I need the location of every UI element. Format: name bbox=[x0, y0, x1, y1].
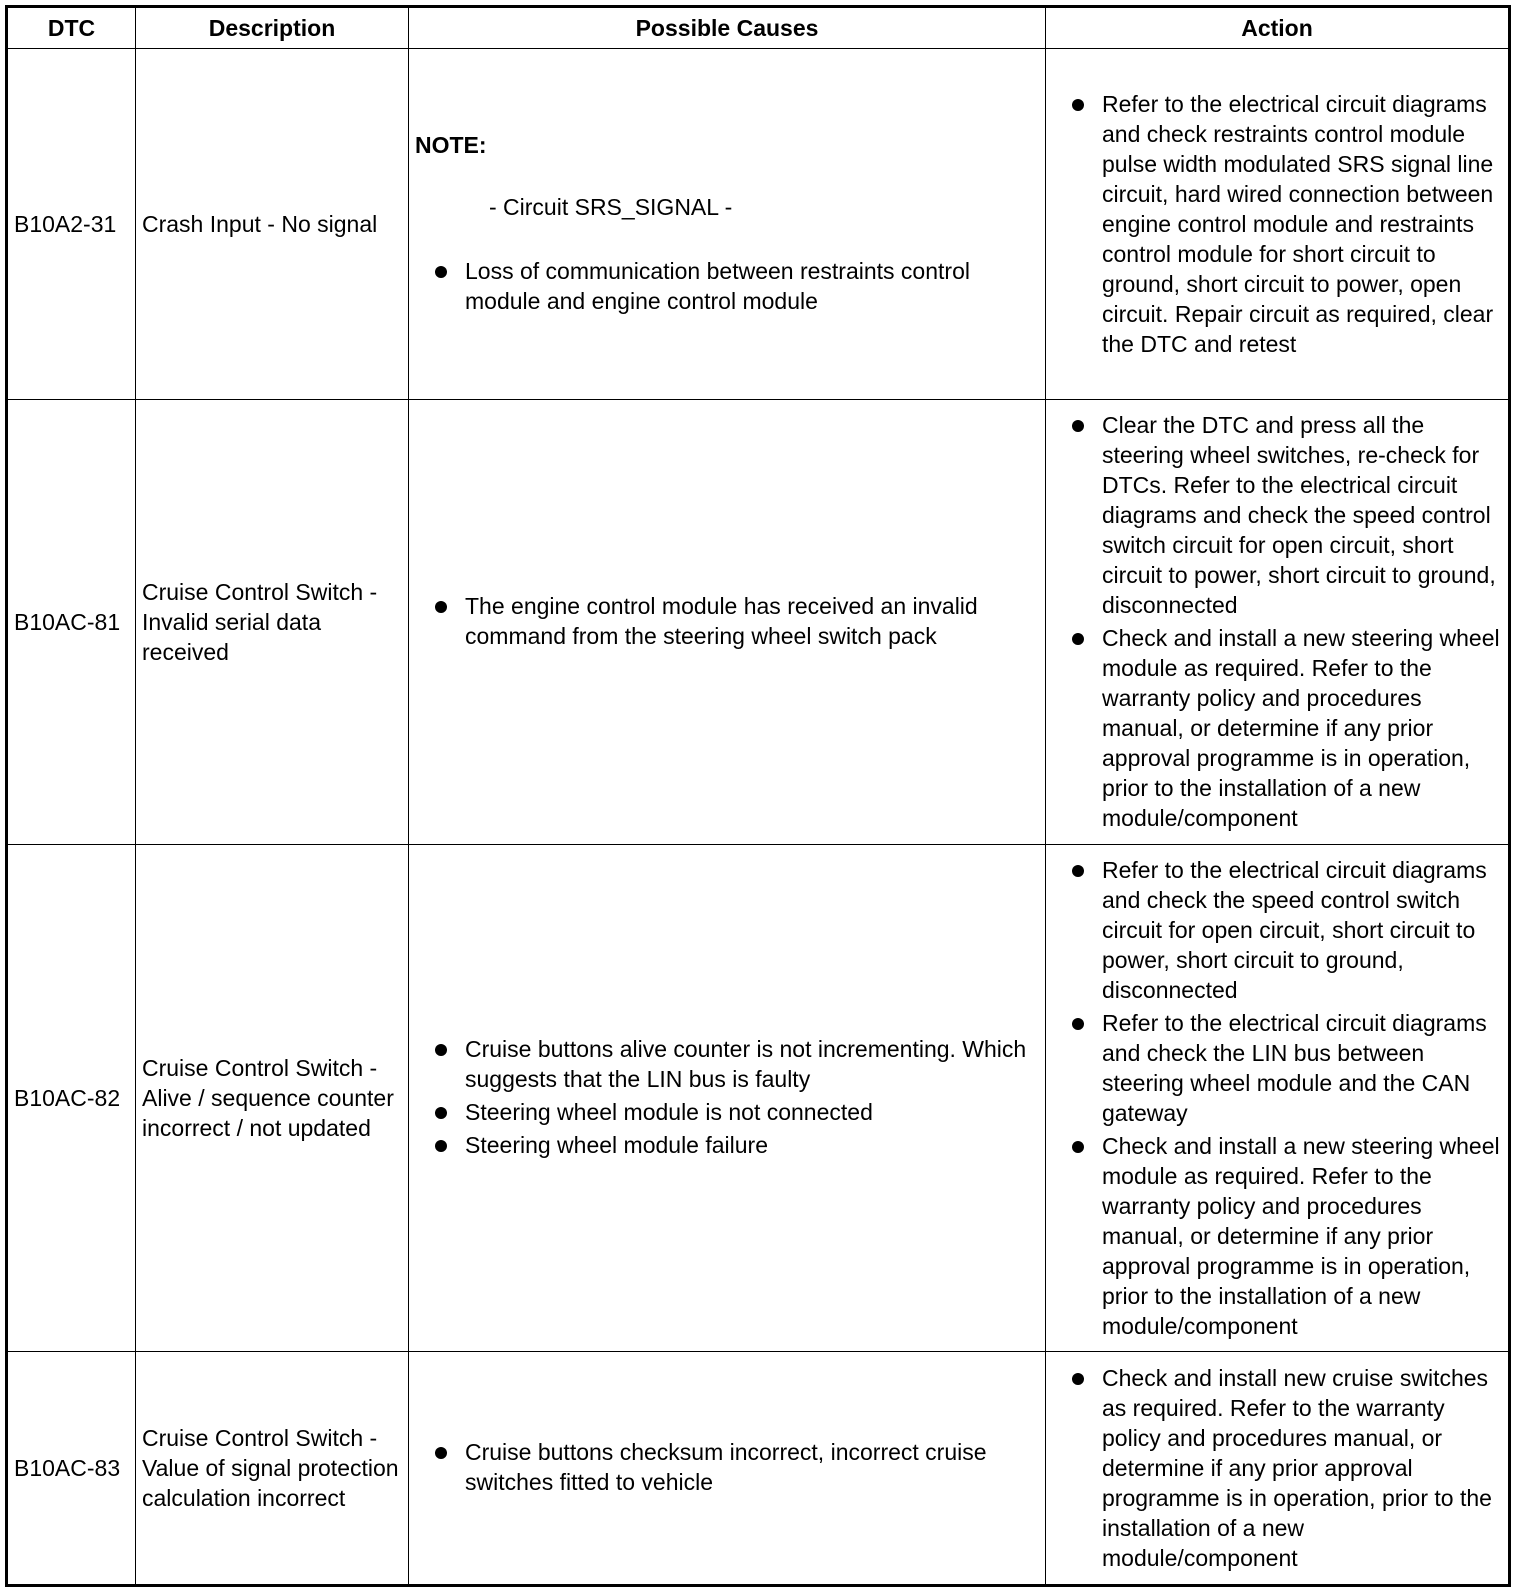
action-list bbox=[1068, 855, 1502, 1341]
actions bbox=[1046, 1352, 1510, 1586]
cause-item: Cruise buttons checksum incorrect, incorrect cruise switches fitted to vehicle bbox=[431, 1437, 1035, 1497]
dtc-description: Cruise Control Switch - Value of signal protection calculation incorrect bbox=[136, 1352, 409, 1586]
header-dtc: DTC bbox=[7, 7, 136, 49]
header-possible-causes: Possible Causes bbox=[409, 7, 1046, 49]
dtc-description: Cruise Control Switch - Invalid serial data received bbox=[136, 400, 409, 845]
table-row bbox=[7, 49, 1510, 400]
cause-item: Loss of communication between restraints control module and engine control module bbox=[431, 256, 1035, 316]
action-item: Check and install a new steering wheel module as required. Refer to the warranty policy and procedures manual, or determine if any prior approval programme is in operation, prior to the installation of a new module/component bbox=[1068, 1131, 1502, 1341]
cause-list bbox=[415, 256, 1035, 316]
dtc-code: B10AC-82 bbox=[7, 845, 136, 1352]
note-circuit: - Circuit SRS_SIGNAL - bbox=[489, 193, 733, 220]
cause-item: Steering wheel module is not connected bbox=[431, 1097, 1035, 1127]
possible-causes bbox=[409, 1352, 1046, 1586]
action-item: Clear the DTC and press all the steering wheel switches, re-check for DTCs. Refer to the electrical circuit diagrams and check the speed control switch circuit for open circuit, short circuit to power, short circuit to ground, disconnected bbox=[1068, 410, 1502, 620]
action-list bbox=[1068, 410, 1502, 833]
dtc-description: Cruise Control Switch - Alive / sequence counter incorrect / not updated bbox=[136, 845, 409, 1352]
possible-causes bbox=[409, 845, 1046, 1352]
header-action: Action bbox=[1046, 7, 1510, 49]
table-row bbox=[7, 845, 1510, 1352]
dtc-table bbox=[5, 5, 1511, 1587]
cause-item: Cruise buttons alive counter is not incrementing. Which suggests that the LIN bus is faulty bbox=[431, 1034, 1035, 1094]
cause-item: Steering wheel module failure bbox=[431, 1130, 1035, 1160]
action-item: Refer to the electrical circuit diagrams and check restraints control module pulse width modulated SRS signal line circuit, hard wired connection between engine control module and restraints control module for short circuit to ground, short circuit to power, open circuit. Repair circuit as required, clear the DTC and retest bbox=[1068, 89, 1502, 359]
possible-causes bbox=[409, 49, 1046, 400]
actions bbox=[1046, 49, 1510, 400]
note-label: NOTE: bbox=[415, 131, 487, 158]
dtc-description: Crash Input - No signal bbox=[136, 49, 409, 400]
header-row bbox=[7, 7, 1510, 49]
cause-list bbox=[415, 1437, 1035, 1497]
cause-list bbox=[415, 591, 1035, 651]
dtc-code: B10AC-81 bbox=[7, 400, 136, 845]
dtc-code: B10A2-31 bbox=[7, 49, 136, 400]
header-description: Description bbox=[136, 7, 409, 49]
table-row bbox=[7, 400, 1510, 845]
actions bbox=[1046, 400, 1510, 845]
action-list bbox=[1068, 89, 1502, 359]
action-list bbox=[1068, 1363, 1502, 1573]
dtc-code: B10AC-83 bbox=[7, 1352, 136, 1586]
cause-list bbox=[415, 1034, 1035, 1160]
table-row bbox=[7, 1352, 1510, 1586]
action-item: Refer to the electrical circuit diagrams and check the speed control switch circuit for open circuit, short circuit to power, short circuit to ground, disconnected bbox=[1068, 855, 1502, 1005]
actions bbox=[1046, 845, 1510, 1352]
action-item: Refer to the electrical circuit diagrams and check the LIN bus between steering wheel module and the CAN gateway bbox=[1068, 1008, 1502, 1128]
action-item: Check and install new cruise switches as required. Refer to the warranty policy and procedures manual, or determine if any prior approval programme is in operation, prior to the installation of a new module/component bbox=[1068, 1363, 1502, 1573]
action-item: Check and install a new steering wheel module as required. Refer to the warranty policy and procedures manual, or determine if any prior approval programme is in operation, prior to the installation of a new module/component bbox=[1068, 623, 1502, 833]
possible-causes bbox=[409, 400, 1046, 845]
cause-item: The engine control module has received an invalid command from the steering wheel switch pack bbox=[431, 591, 1035, 651]
